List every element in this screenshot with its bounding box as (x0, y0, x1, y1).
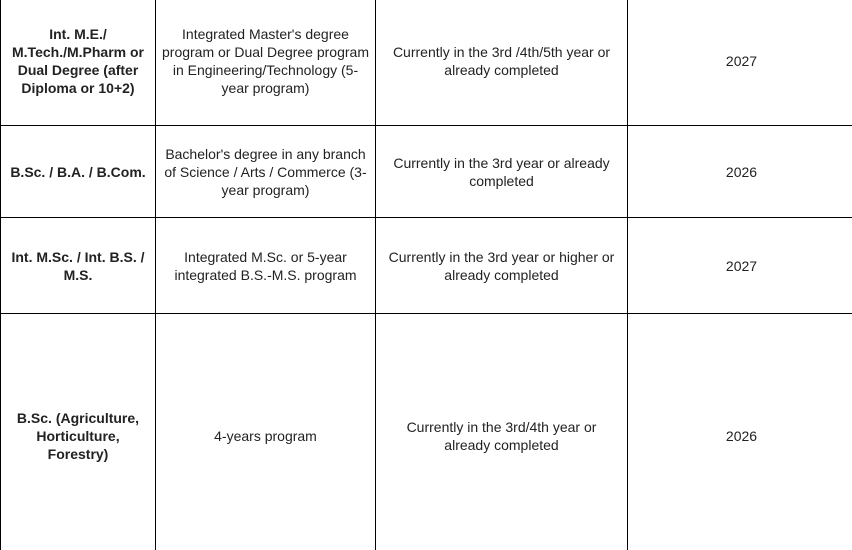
course-cell: Int. M.Sc. / Int. B.S. / M.S. (1, 218, 156, 314)
table-row (1, 0, 852, 126)
year-cell: 2026 (628, 314, 852, 550)
table-row (1, 218, 852, 314)
description-cell: 4-years program (156, 314, 376, 550)
table-row (1, 126, 852, 218)
status-cell: Currently in the 3rd year or already completed (376, 126, 628, 218)
status-cell: Currently in the 3rd year or higher or already completed (376, 218, 628, 314)
table-row (1, 314, 852, 550)
description-cell: Bachelor's degree in any branch of Science / Arts / Commerce (3-year program) (156, 126, 376, 218)
status-cell: Currently in the 3rd /4th/5th year or already completed (376, 0, 628, 126)
year-cell: 2026 (628, 126, 852, 218)
status-cell: Currently in the 3rd/4th year or already completed (376, 314, 628, 550)
course-cell: Int. M.E./ M.Tech./M.Pharm or Dual Degree (after Diploma or 10+2) (1, 0, 156, 126)
description-cell: Integrated Master's degree program or Dual Degree program in Engineering/Technology (5-year program) (156, 0, 376, 126)
year-cell: 2027 (628, 218, 852, 314)
course-cell: B.Sc. / B.A. / B.Com. (1, 126, 156, 218)
year-cell: 2027 (628, 0, 852, 126)
course-cell: B.Sc. (Agriculture, Horticulture, Forestry) (1, 314, 156, 550)
description-cell: Integrated M.Sc. or 5-year integrated B.S.-M.S. program (156, 218, 376, 314)
